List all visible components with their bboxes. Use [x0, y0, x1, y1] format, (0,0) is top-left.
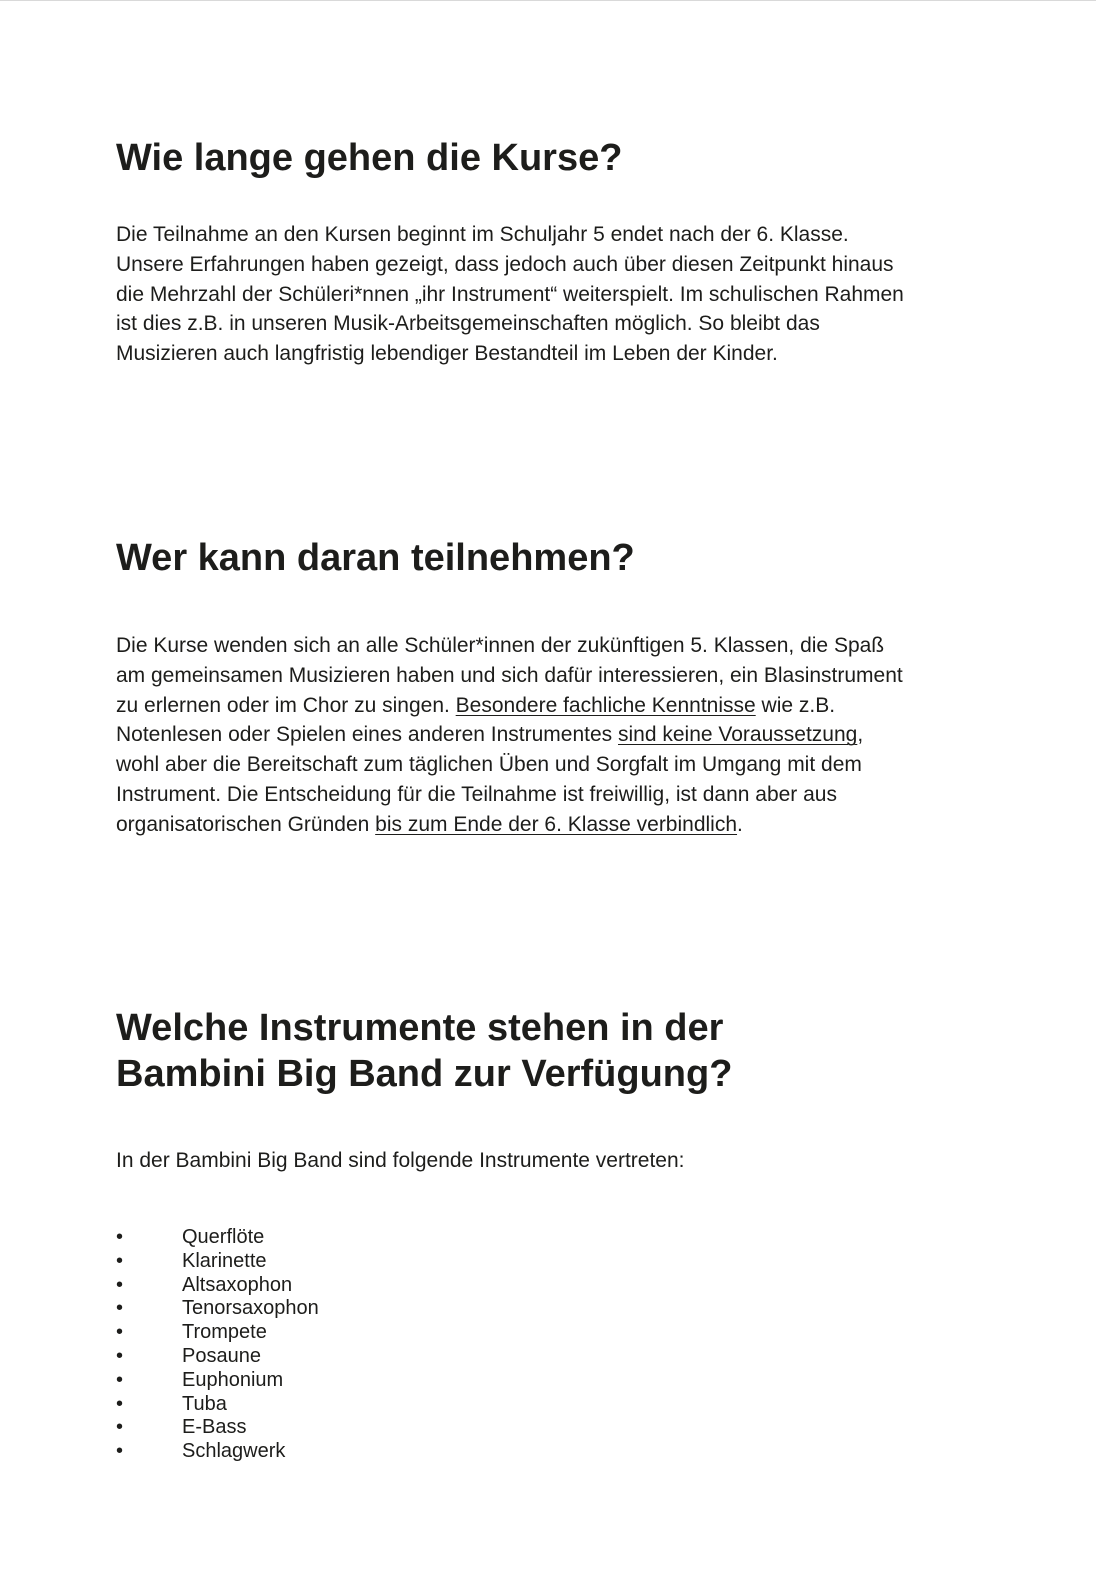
page-top-border: [0, 0, 1096, 1]
instrument-list: [116, 1226, 319, 1464]
bullet-icon: •: [116, 1368, 124, 1391]
instrument-name: Klarinette: [182, 1249, 267, 1272]
instrument-name: Schlagwerk: [182, 1440, 286, 1463]
heading-course-duration: Wie lange gehen die Kurse?: [116, 137, 623, 179]
bullet-icon: •: [116, 1249, 124, 1272]
list-item: [116, 1297, 319, 1321]
paragraph-participation: [116, 631, 906, 840]
list-item: [116, 1393, 319, 1417]
emphasis-binding-until-grade-6: bis zum Ende der 6. Klasse verbindlich: [375, 812, 738, 836]
instrument-name: Altsaxophon: [182, 1273, 293, 1296]
list-item: [116, 1274, 319, 1298]
heading-participation: Wer kann daran teilnehmen?: [116, 537, 635, 579]
list-item: [116, 1369, 319, 1393]
list-item: [116, 1226, 319, 1250]
list-item: [116, 1250, 319, 1274]
instrument-name: Tenorsaxophon: [182, 1297, 319, 1320]
list-item: [116, 1345, 319, 1369]
instrument-name: Querflöte: [182, 1226, 265, 1248]
bullet-icon: •: [116, 1321, 124, 1344]
list-item: [116, 1440, 319, 1464]
paragraph-instruments-intro: In der Bambini Big Band sind folgende Instrumente vertreten:: [116, 1149, 685, 1172]
emphasis-special-knowledge: Besondere fachliche Kenntnisse: [455, 693, 756, 717]
bullet-icon: •: [116, 1440, 124, 1463]
instrument-name: E-Bass: [182, 1416, 247, 1439]
participation-text-4: .: [737, 812, 743, 836]
instrument-name: Trompete: [182, 1321, 267, 1344]
participation-text-1: Die Kurse wenden sich an alle Schüler*innen der zukünftigen 5. Klassen, die Spaß am gemeinsamen Musizieren haben und sich dafür interessieren, ein Blasinstrument zu erlernen oder im Chor zu singen.: [116, 634, 903, 717]
bullet-icon: •: [116, 1226, 124, 1248]
instrument-name: Posaune: [182, 1344, 261, 1367]
participation-text-2: wie z.B. Notenlesen oder Spielen eines anderen Instrumentes: [116, 693, 836, 747]
participation-text-3: , wohl aber die Bereitschaft zum täglichen Üben und Sorgfalt im Umgang mit dem Instrument. Die Entscheidung für die Teilnahme ist freiwillig, ist dann aber aus organisatorischen Gründen: [116, 723, 864, 836]
instrument-name: Euphonium: [182, 1368, 284, 1391]
bullet-icon: •: [116, 1344, 124, 1367]
instrument-name: Tuba: [182, 1392, 227, 1415]
bullet-icon: •: [116, 1297, 124, 1320]
bullet-icon: •: [116, 1416, 124, 1439]
bullet-icon: •: [116, 1273, 124, 1296]
list-item: [116, 1321, 319, 1345]
list-item: [116, 1416, 319, 1440]
bullet-icon: •: [116, 1392, 124, 1415]
paragraph-course-duration: Die Teilnahme an den Kursen beginnt im Schuljahr 5 endet nach der 6. Klasse. Unsere Erfahrungen haben gezeigt, dass jedoch auch über diesen Zeitpunkt hinaus die Mehrzahl der Schüleri*nnen „ihr Instrument“ weiterspielt. Im schulischen Rahmen ist dies z.B. in unseren Musik-Arbeitsgemeinschaften möglich. So bleibt das Musizieren auch langfristig lebendiger Bestandteil im Leben der Kinder.: [116, 223, 904, 366]
heading-instruments: Welche Instrumente stehen in der Bambini Big Band zur Verfügung?: [116, 1007, 733, 1095]
emphasis-no-requirement: sind keine Voraussetzung: [618, 723, 858, 747]
